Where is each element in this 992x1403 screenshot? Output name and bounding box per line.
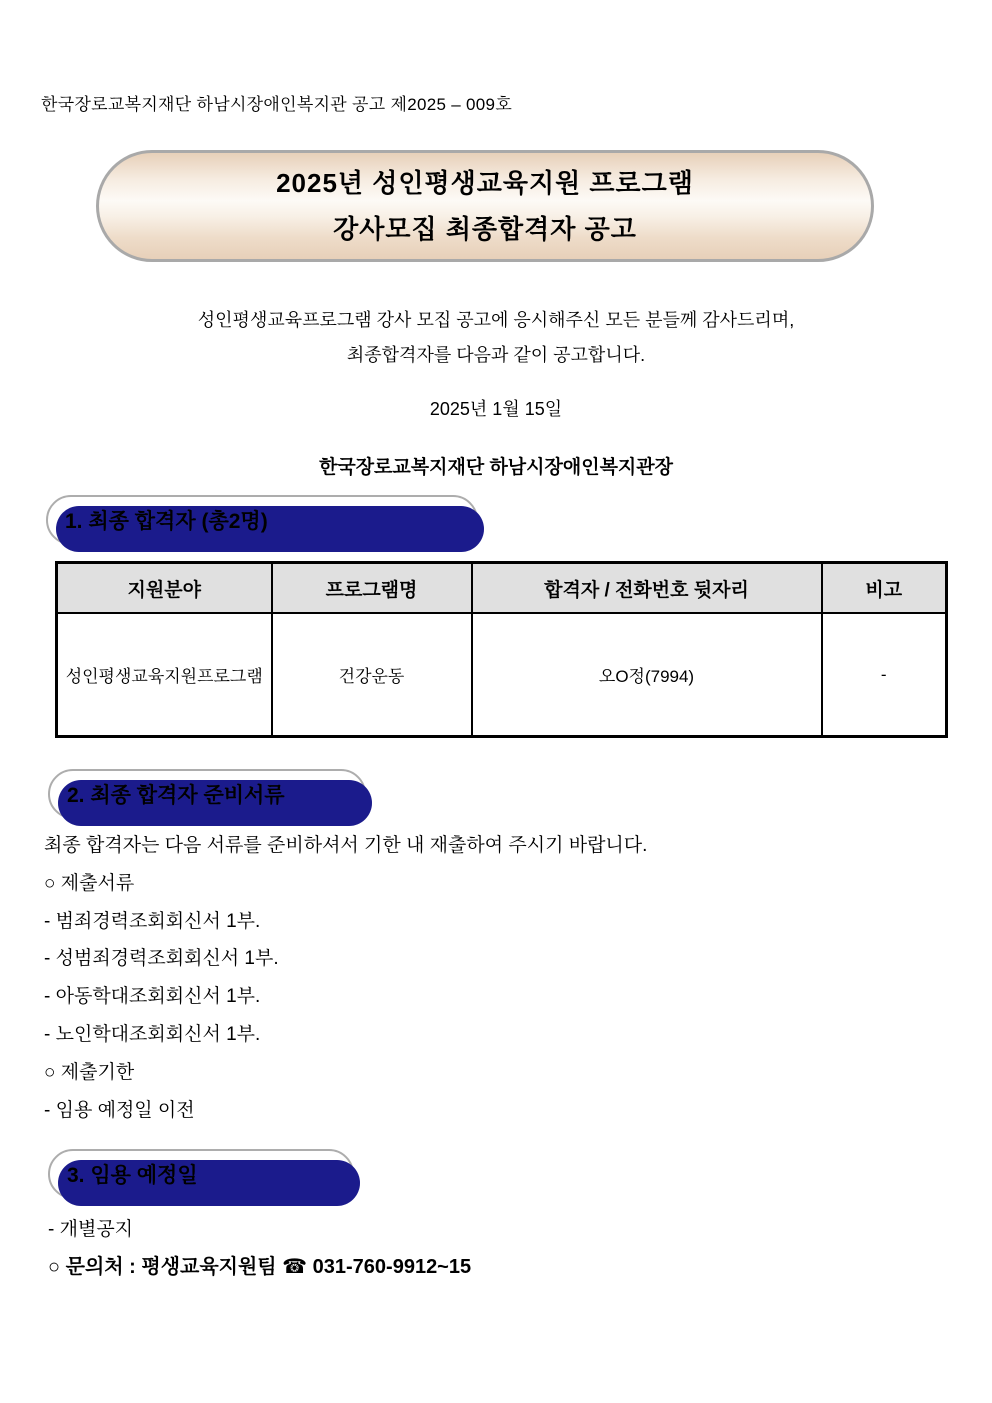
column-header-note: 비고 bbox=[822, 563, 947, 614]
contact-info-line: ○ 문의처 : 평생교육지원팀 ☎ 031-760-9912~15 bbox=[48, 1256, 472, 1278]
title-line-2: 강사모집 최종합격자 공고 bbox=[333, 214, 637, 244]
section-1-label: 1. 최종 합격자 (총2명) bbox=[65, 510, 268, 533]
submit-documents-title: ○ 제출서류 bbox=[44, 872, 135, 894]
appointment-item: - 개별공지 bbox=[48, 1219, 134, 1240]
final-candidates-table bbox=[55, 561, 948, 738]
column-header-winner-phone: 합격자 / 전화번호 뒷자리 bbox=[472, 563, 822, 614]
title-line-1: 2025년 성인평생교육지원 프로그램 bbox=[276, 168, 694, 198]
documents-intro-line: 최종 합격자는 다음 서류를 준비하셔서 기한 내 재출하여 주시기 바랍니다. bbox=[44, 835, 648, 856]
submission-deadline-title: ○ 제출기한 bbox=[44, 1061, 135, 1083]
document-item: - 아동학대조회회신서 1부. bbox=[44, 986, 261, 1008]
cell-winner-phone: 오O정(7994) bbox=[472, 613, 822, 737]
document-item: - 노인학대조회회신서 1부. bbox=[44, 1023, 261, 1045]
issuing-authority: 한국장로교복지재단 하남시장애인복지관장 bbox=[318, 457, 673, 478]
document-number-line: 한국장로교복지재단 하남시장애인복지관 공고 제2025 – 009호 bbox=[41, 95, 513, 114]
intro-line-1: 성인평생교육프로그램 강사 모집 공고에 응시해주신 모든 분들께 감사드리며, bbox=[197, 310, 795, 330]
title-banner bbox=[96, 150, 874, 262]
section-header-required-documents bbox=[48, 769, 366, 819]
column-header-field: 지원분야 bbox=[57, 563, 272, 614]
section-3-label: 3. 임용 예정일 bbox=[67, 1164, 198, 1187]
section-header-appointment-date bbox=[48, 1149, 354, 1199]
cell-note: - bbox=[822, 613, 947, 737]
intro-line-2: 최종합격자를 다음과 같이 공고합니다. bbox=[346, 345, 646, 365]
appointment-block bbox=[48, 1213, 948, 1287]
required-documents-block bbox=[44, 827, 944, 1129]
document-item: - 성범죄경력조회회신서 1부. bbox=[44, 948, 279, 970]
table-row bbox=[57, 613, 947, 737]
cell-program: 건강운동 bbox=[272, 613, 472, 737]
table-header-row bbox=[57, 563, 947, 614]
section-2-label: 2. 최종 합격자 준비서류 bbox=[67, 784, 285, 807]
cell-field: 성인평생교육지원프로그램 bbox=[57, 613, 272, 737]
section-header-final-candidates bbox=[46, 495, 478, 545]
column-header-program: 프로그램명 bbox=[272, 563, 472, 614]
announcement-date: 2025년 1월 15일 bbox=[429, 399, 563, 419]
intro-paragraph bbox=[0, 303, 992, 373]
document-item: - 범죄경력조회회신서 1부. bbox=[44, 910, 261, 932]
submission-deadline-item: - 임용 예정일 이전 bbox=[44, 1099, 195, 1121]
